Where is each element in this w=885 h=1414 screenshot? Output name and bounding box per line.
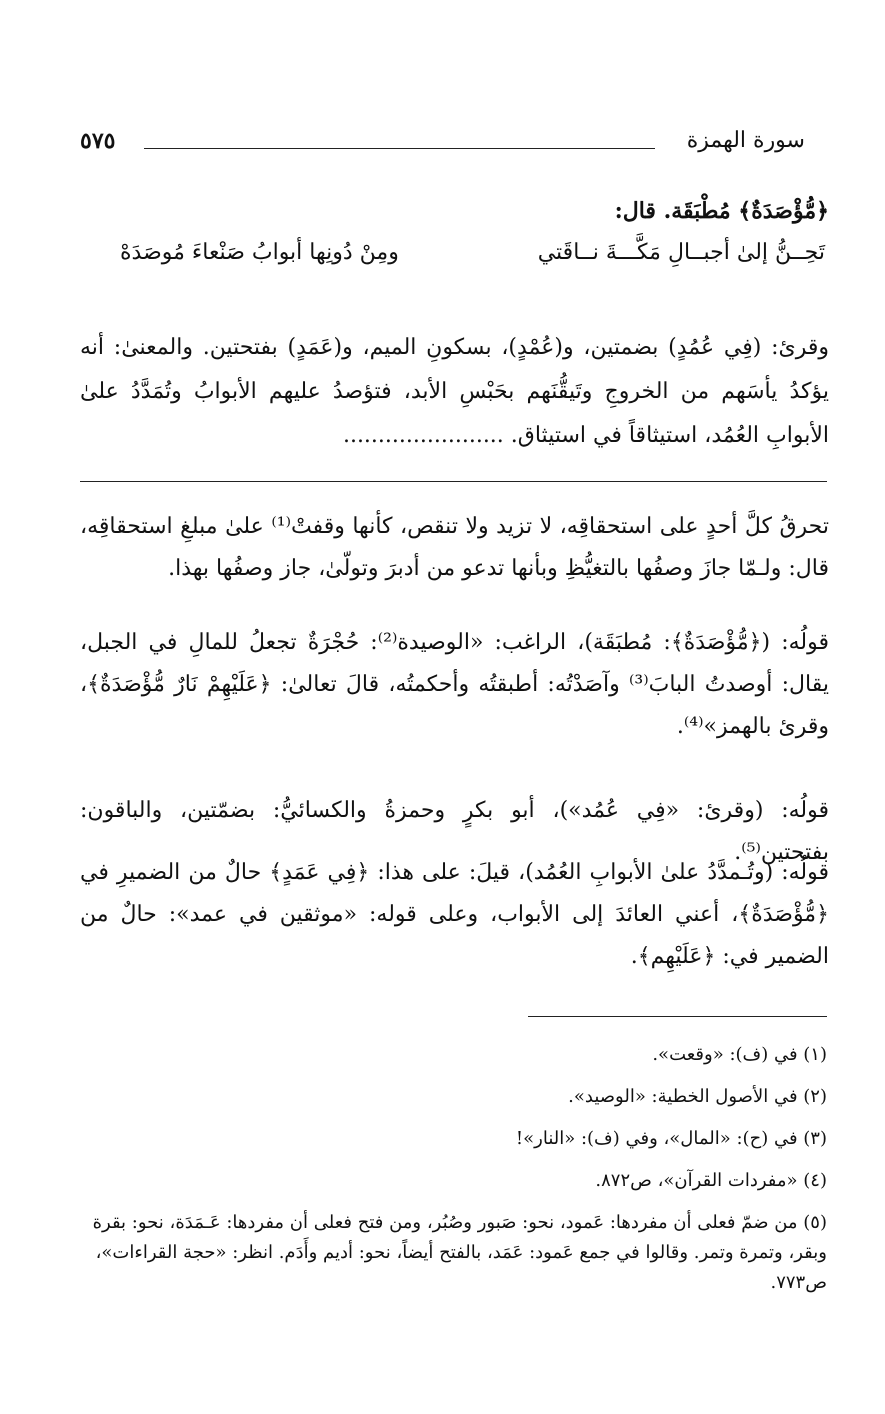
footnote-1: (١) في (ف): «وقعت». <box>652 1044 827 1065</box>
header-rule <box>144 148 655 149</box>
main-line-1: ﴿مُّؤْصَدَةٌ﴾ مُطْبَقَة. قال: <box>614 198 829 224</box>
footnote-5: (٥) من ضمّ فعلى أن مفردها: عَمود، نحو: صَبور وصُبُر، ومن فتح فعلى أن مفردها: عَـمَدَة، نحو: بقرة وبقر، وتمرة وتمر. وقالوا في جمع عَمود: عَمَد، بالفتح أيضاً، نحو: أديم وأَدَم. انظر: «حجة القراءات»، ص٧٧٣. <box>92 1212 827 1293</box>
footnote-separator <box>528 1016 827 1017</box>
commentary-paragraph-2: قولُه: (﴿مُّؤْصَدَةٌ﴾: مُطبَقَة)، الراغب: «الوصيدة⁽²⁾: حُجْرَةٌ تجعلُ للمالِ في الجبل، يقال: أوصدتُ البابَ⁽³⁾ وآصَدْتُه: أطبقتُه وأحكمتُه، قالَ تعالىٰ: ﴿عَلَيْهِمْ نَارٌ مُّؤْصَدَةٌ﴾، وقرئ بالهمز»⁽⁴⁾. <box>80 630 830 739</box>
commentary-paragraph-4: قولُه: (وتُـمدَّدُ علىٰ الأبوابِ العُمُد)، قيلَ: على هذا: ﴿فِي عَمَدٍ﴾ حالٌ من الضميرِ في ﴿مُّؤْصَدَةٌ﴾، أعني العائدَ إلى الأبواب، وعلى قوله: «موثقين في عمد»: حالٌ من الضمير في: ﴿عَلَيْهِم﴾. <box>80 860 829 969</box>
footnote-2: (٢) في الأصول الخطية: «الوصيد». <box>568 1086 827 1107</box>
commentary-paragraph-3: قولُه: (وقرئ: «فِي عُمُد»)، أبو بكرٍ وحمزةُ والكسائيُّ: بضمّتين، والباقون: بفتحتين⁽⁵⁾. <box>80 798 829 865</box>
footnote-3: (٣) في (ح): «المال»، وفي (ف): «النار»! <box>515 1128 827 1149</box>
surah-title: سورة الهمزة <box>686 128 805 153</box>
page-number: ٥٧٥ <box>80 128 116 154</box>
main-commentary-separator <box>80 481 827 482</box>
commentary-paragraph-1: تحرقُ كلَّ أحدٍ على استحقاقِه، لا تزيد ولا تنقص، كأنها وقفتْ⁽¹⁾ علىٰ مبلغِ استحقاقِه، قال: ولـمّا جازَ وصفُها بالتغيُّظِ وبأنها تدعو من أدبرَ وتولّىٰ، جاز وصفُها بهذا. <box>80 514 829 581</box>
poetry-verse <box>120 240 825 284</box>
footnote-4: (٤) «مفردات القرآن»، ص٨٧٢. <box>595 1170 827 1191</box>
verse-second-hemistich: ومِنْ دُونِها أبوابُ صَنْعاءَ مُوصَدَهْ <box>120 240 399 265</box>
verse-first-hemistich: تَحِــنُّ إلىٰ أجبــالِ مَكَّـــةَ نــاقَتي <box>537 240 825 265</box>
running-header <box>80 128 805 168</box>
main-paragraph: وقرئ: (فِي عُمُدٍ) بضمتين، و(عُمْدٍ)، بسكونِ الميم، و(عَمَدٍ) بفتحتين. والمعنىٰ: أنه يؤكدُ يأسَهم من الخروجِ وتَيقُّنَهم بحَبْسِ الأبد، فتؤصدُ عليهم الأبوابُ وتُمَدَّدُ علىٰ الأبوابِ العُمُد، استيثاقاً في استيثاق. ....................... <box>80 335 829 448</box>
